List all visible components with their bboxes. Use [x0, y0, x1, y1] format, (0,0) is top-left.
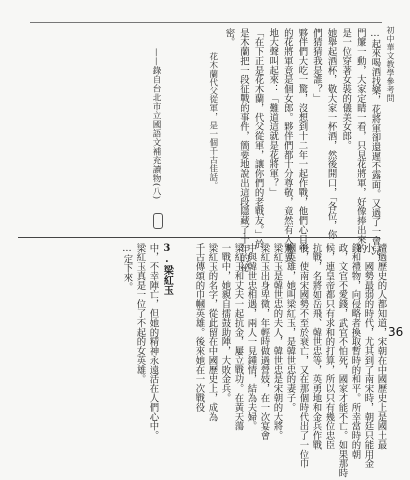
seal-mark	[153, 213, 163, 229]
section-heading: 3.梁紅玉	[161, 243, 173, 295]
bottom-text-column: 候，連皇帝都只有求和的打算，所以只有幾位忠臣	[323, 243, 335, 450]
bottom-text-column: 小、國勢最弱的時代，尤其到了南宋時，朝廷只能用金	[362, 243, 374, 469]
bottom-text-column: 幗英雄，她叫梁紅玉，是韓世忠的妻子。	[284, 243, 296, 413]
top-text-column: 「在下正是花木蘭，代父從軍，讓你們的老戰友。」於	[252, 28, 264, 249]
bottom-text-column: 梁紅玉出身卑微，年輕時做過營妓，在一次宴會	[258, 243, 270, 441]
bottom-text-column: 梁紅玉的名字，從此留在中國歷史上，成為	[206, 243, 218, 422]
header-rule	[30, 22, 382, 23]
top-text-column: 密。	[223, 28, 235, 47]
bottom-text-column: 錢和禮物，向侵略者換取暫時的和平。所幸當時的朝	[349, 243, 361, 459]
bottom-text-column: 中與韓世忠相遇，兩人一見鍾情，結為夫婦。	[245, 243, 257, 431]
top-text-column: 的花將軍竟是個女郎。夥伴們都十分尊敬，竟然有人驚異	[281, 28, 293, 263]
top-caption: 花木蘭代父從軍，是一個千古佳話。	[207, 52, 218, 190]
top-text-column: 門簾一動，大家定睛一看，只見花將軍，好像捧出來的	[354, 28, 366, 254]
top-text-column: 們猜猜我是誰？」	[311, 28, 322, 104]
bottom-text-column: 讀過歷史的人都知道，宋朝在中國歷史上是國土最	[375, 243, 387, 450]
bottom-text-column: 中，不幸陣亡，但她的精神永遠活在人們心中。	[147, 243, 159, 441]
top-text-column: 是木蘭把一段征戰的事件，簡要地說出這段隱藏了十年的祕	[238, 28, 249, 273]
bottom-text-column: 千古傳頌的巾幗英雄。後來她在一次戰役	[193, 243, 205, 413]
bottom-text-column: …定下來。	[121, 243, 133, 292]
source-citation: ——錄自台北市立國語文補充讀物(八)	[151, 48, 161, 200]
bottom-text-column: 梁紅玉和丈夫一起抗金，屢立戰功。在黃天蕩	[232, 243, 244, 431]
bottom-text-column: 抗戰，名將如岳飛、韓世忠等，英勇地和金兵作戰	[310, 243, 322, 450]
page-number: 36	[388, 325, 404, 339]
bottom-text-column: 後，使南宋國勢不至於衰亡，又在那個時代出了一位巾	[297, 243, 309, 469]
bottom-text-column: 政，文官不愛錢，武官不怕死，國家才能不亡。如果那時	[336, 243, 348, 478]
top-text-column: 夥伴們大吃一驚，沒想到十二年一起作戰，他們心目中	[296, 28, 308, 254]
bottom-text-column: 梁紅玉真是一位了不起的女英雄。	[134, 243, 146, 384]
top-text-column: 她舉起酒杯，敬大家一杯酒，然後開口，「各位，你	[325, 28, 337, 240]
bottom-text-column: 梁紅玉是韓世忠的夫人，韓世忠是宋朝的大將。	[271, 243, 283, 441]
top-text-column: 地大聲叫起來：「難道這就是花將軍？」	[267, 28, 279, 198]
top-text-column: 是一位穿著女裝的儀美女郎。	[340, 28, 352, 151]
bottom-text-column: 一戰中，她親自擂鼓助陣，大敗金兵。	[219, 243, 231, 403]
top-text-column: …起來喝酒找樂，花將軍卻還遲不露面。又過了一會兒，	[369, 28, 381, 265]
running-head: 初中華文教學參考問	[386, 26, 395, 103]
section-divider-rule	[18, 237, 380, 238]
